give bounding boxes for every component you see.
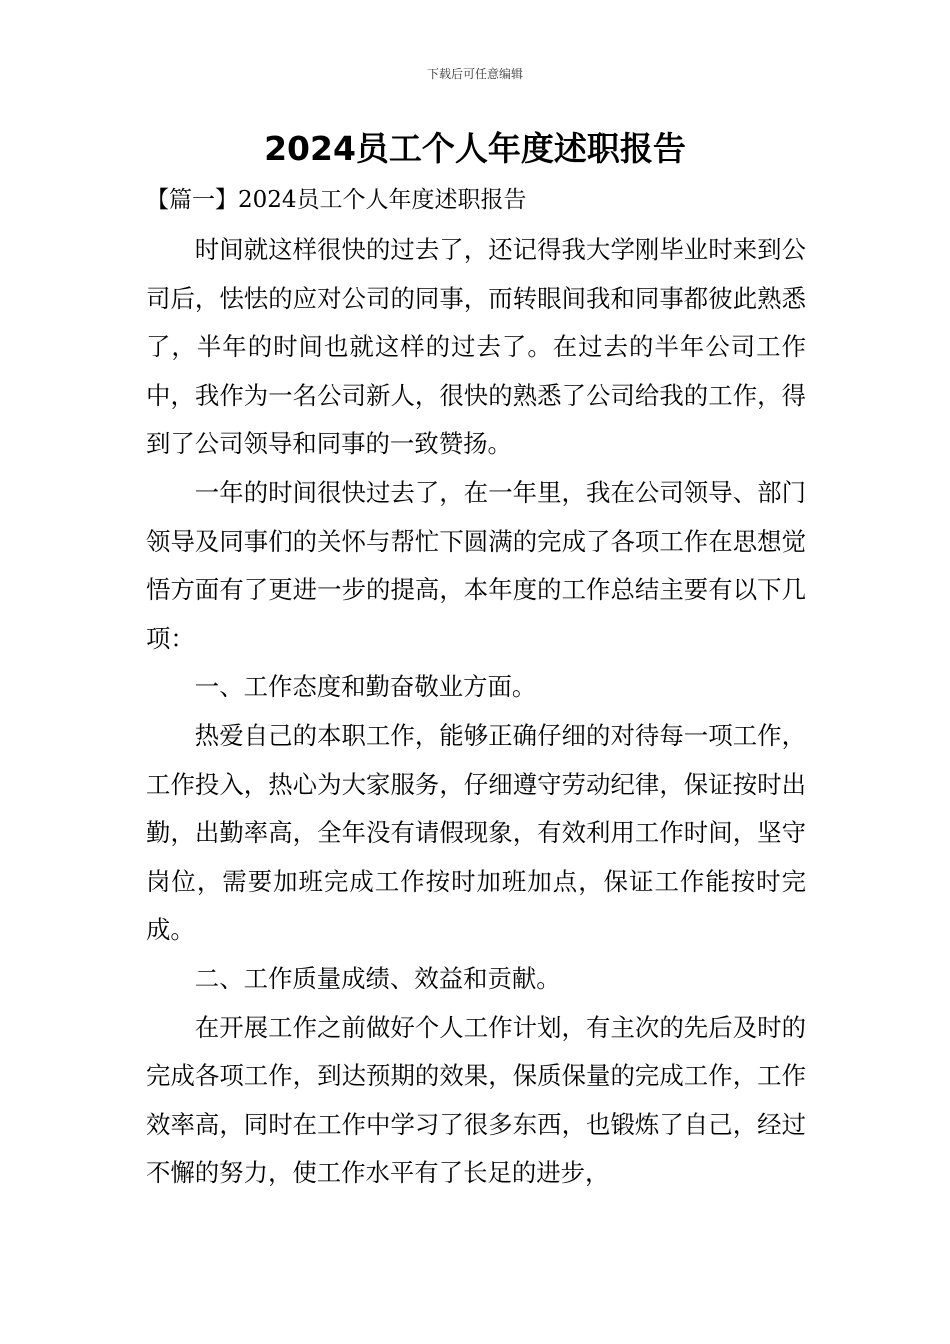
paragraph: 热爱自己的本职工作，能够正确仔细的对待每一项工作，工作投入，热心为大家服务，仔细遵守劳动纪律，保证按时出勤，出勤率高，全年没有请假现象，有效利用工作时间，坚守岗位，需要加班完成工作按时加班加点，保证工作能按时完成。 [146, 720, 806, 945]
paragraph: 一年的时间很快过去了，在一年里，我在公司领导、部门领导及同事们的关怀与帮忙下圆满的完成了各项工作在思想觉悟方面有了更进一步的提高，本年度的工作总结主要有以下几项： [146, 477, 806, 653]
header-note: 下载后可任意编辑 [426, 67, 523, 81]
list-heading: 一、工作态度和勤奋敬业方面。 [194, 672, 537, 702]
section-heading: 【篇一】2024员工个人年度述职报告 [146, 187, 527, 213]
paragraph: 时间就这样很快的过去了，还记得我大学刚毕业时来到公司后，怯怯的应对公司的同事，而转眼间我和同事都彼此熟悉了，半年的时间也就这样的过去了。在过去的半年公司工作中，我作为一名公司新人，很快的熟悉了公司给我的工作，得到了公司领导和同事的一致赞扬。 [146, 235, 806, 459]
paragraph: 在开展工作之前做好个人工作计划，有主次的先后及时的完成各项工作，到达预期的效果，保质保量的完成工作，工作效率高，同时在工作中学习了很多东西，也锻炼了自己，经过不懈的努力，使工作水平有了长足的进步， [146, 1012, 806, 1188]
document-body [146, 226, 806, 1198]
list-heading: 二、工作质量成绩、效益和贡献。 [194, 963, 561, 993]
document-title: 2024员工个人年度述职报告 [264, 129, 686, 168]
